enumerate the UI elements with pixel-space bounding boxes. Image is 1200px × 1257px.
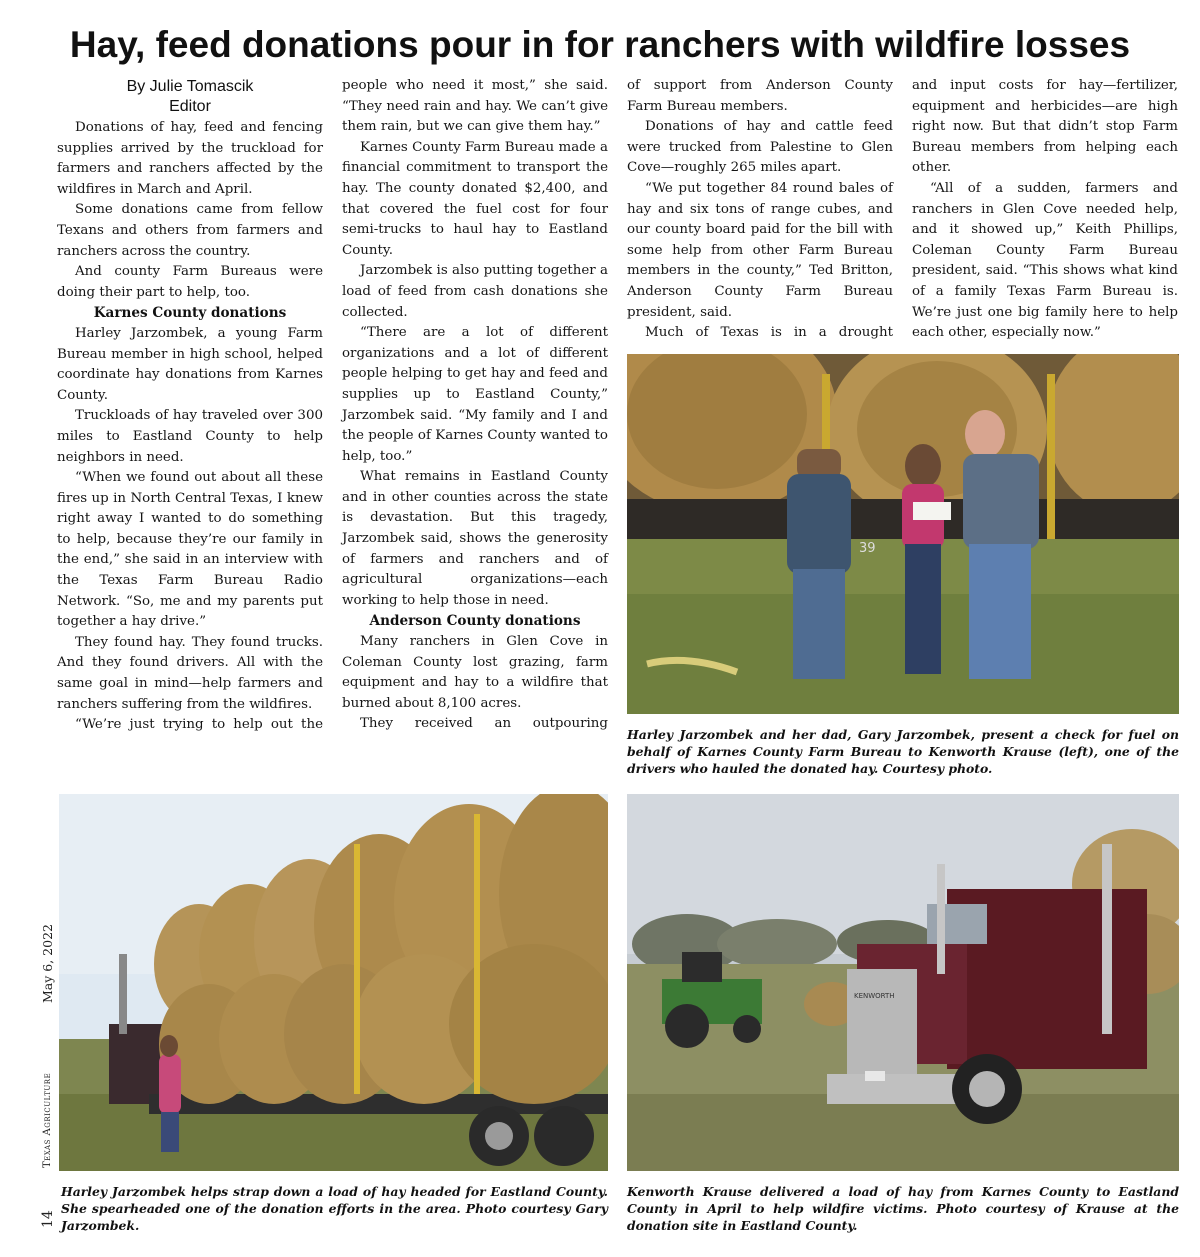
article-paragraph: Much of Texas is in a drought: [645, 325, 893, 341]
article-paragraph: Donations of hay and cattle feed were trucked from Palestine to Glen Cove—roughly 265 miles apart.: [627, 119, 893, 176]
article-column-3: [627, 76, 893, 344]
byline: [57, 77, 323, 117]
article-column-2: [342, 76, 608, 735]
truck-grille: [847, 969, 917, 1084]
article-paragraph: “We put together 84 round bales of hay and six tons of range cubes, and our county board paid for the bill with some help from other Farm Bureau members in the county,” Ted Britton, Anderson County Farm Bureau president, said.: [627, 180, 893, 320]
article-column-4: [912, 76, 1178, 344]
folio-publication: Texas Agriculture: [42, 1072, 53, 1168]
article-paragraph: Harley Jarzombek, a young Farm Bureau member in high school, helped coordinate hay donations from Karnes County.: [57, 325, 323, 403]
grille-badge: KENWORTH: [854, 992, 895, 1000]
headline: Hay, feed donations pour in for ranchers with wildfire losses: [69, 24, 1131, 65]
article-paragraph: and input costs for hay—fertilizer, equipment and herbicides—are high right now. But that didn’t stop Farm Bureau members from helping each other.: [912, 78, 1178, 176]
article-paragraph: They found hay. They found trucks. And they found drivers. All with the same goal in mind—help farmers and ranchers suffering from the wildfires.: [57, 634, 323, 712]
article-paragraph: Truckloads of hay traveled over 300 miles to Eastland County to help neighbors in need.: [57, 408, 323, 465]
article-paragraph: “When we found out about all these fires up in North Central Texas, I knew right away I wanted to do something to help, because they’re our family in the end,” she said in an interview with the Texas Farm Bureau Radio Network. “So, me and my parents put together a hay drive.”: [57, 470, 323, 630]
person-left-figure: [787, 449, 851, 679]
article-paragraph: “There are a lot of different organizations and a lot of different people helping to get hay and feed and supplies up to Eastland County,” Jarzombek said. “My family and I and the people of Karnes County wanted to help, too.”: [342, 325, 608, 464]
strap-photo-caption: Harley Jarzombek helps strap down a load of hay headed for Eastland County. She spearheaded one of the donation efforts in the area. Photo courtesy Gary Jarzombek.: [61, 1184, 608, 1233]
article-paragraph: “We’re just trying to help out the: [75, 717, 323, 733]
section-heading: Karnes County donations: [93, 305, 287, 322]
article-paragraph: “All of a sudden, farmers and ranchers in Glen Cove needed help, and it showed up,” Keith Phillips, Coleman County Farm Bureau president, said. “This shows what kind of a family Texas Farm Bureau is. We’re just one big family here to help each other, especially now.”: [912, 180, 1178, 341]
byline-author: By Julie Tomascik: [126, 78, 254, 95]
article-paragraph: Karnes County Farm Bureau made a financial commitment to transport the hay. The county donated $2,400, and that covered the fuel cost for four semi-trucks to haul hay to Eastland County.: [342, 139, 608, 258]
folio-page-number: 14: [40, 1210, 56, 1228]
kenworth-photo-caption: Kenworth Krause delivered a load of hay from Karnes County to Eastland County in April to help wildfire victims. Photo courtesy of Krause at the donation site in Eastland County.: [627, 1184, 1179, 1233]
article-paragraph: Many ranchers in Glen Cove in Coleman County lost grazing, farm equipment and hay to a wildfire that burned about 8,100 acres.: [342, 634, 608, 711]
trailer-number: 39: [859, 541, 876, 556]
article-paragraph: people who need it most,” she said. “They need rain and hay. We can’t give them rain, but we can give them hay.”: [342, 78, 608, 135]
hay-strap-photo: [59, 794, 608, 1171]
article-paragraph: And county Farm Bureaus were doing their part to help, too.: [57, 264, 323, 300]
article-paragraph: What remains in Eastland County and in other counties across the state is devastation. But this tragedy, Jarzombek said, shows the generosity of farmers and ranchers and of agricultural organizations—each working to help those in need.: [342, 469, 608, 608]
article-paragraph: Jarzombek is also putting together a load of feed from cash donations she collected.: [342, 263, 608, 320]
kenworth-truck-photo: [627, 794, 1179, 1171]
check-presentation-photo: [627, 354, 1179, 714]
check-photo-caption: Harley Jarzombek and her dad, Gary Jarzombek, present a check for fuel on behalf of Karnes County Farm Bureau to Kenworth Krause (left), one of the drivers who hauled the donated hay. Courtesy photo.: [627, 727, 1179, 776]
folio-date: May 6, 2022: [40, 924, 55, 1003]
article-paragraph: of support from Anderson County Farm Bureau members.: [627, 78, 893, 114]
byline-role: Editor: [169, 98, 211, 115]
article-paragraph: Some donations came from fellow Texans and others from farmers and ranchers across the country.: [57, 202, 323, 259]
article-paragraph: Donations of hay, feed and fencing supplies arrived by the truckload for farmers and ranchers affected by the wildfires in March and April.: [57, 120, 323, 197]
article-paragraph: They received an outpouring: [360, 716, 608, 732]
article-column-1: [57, 118, 323, 736]
section-heading: Anderson County donations: [369, 613, 581, 630]
